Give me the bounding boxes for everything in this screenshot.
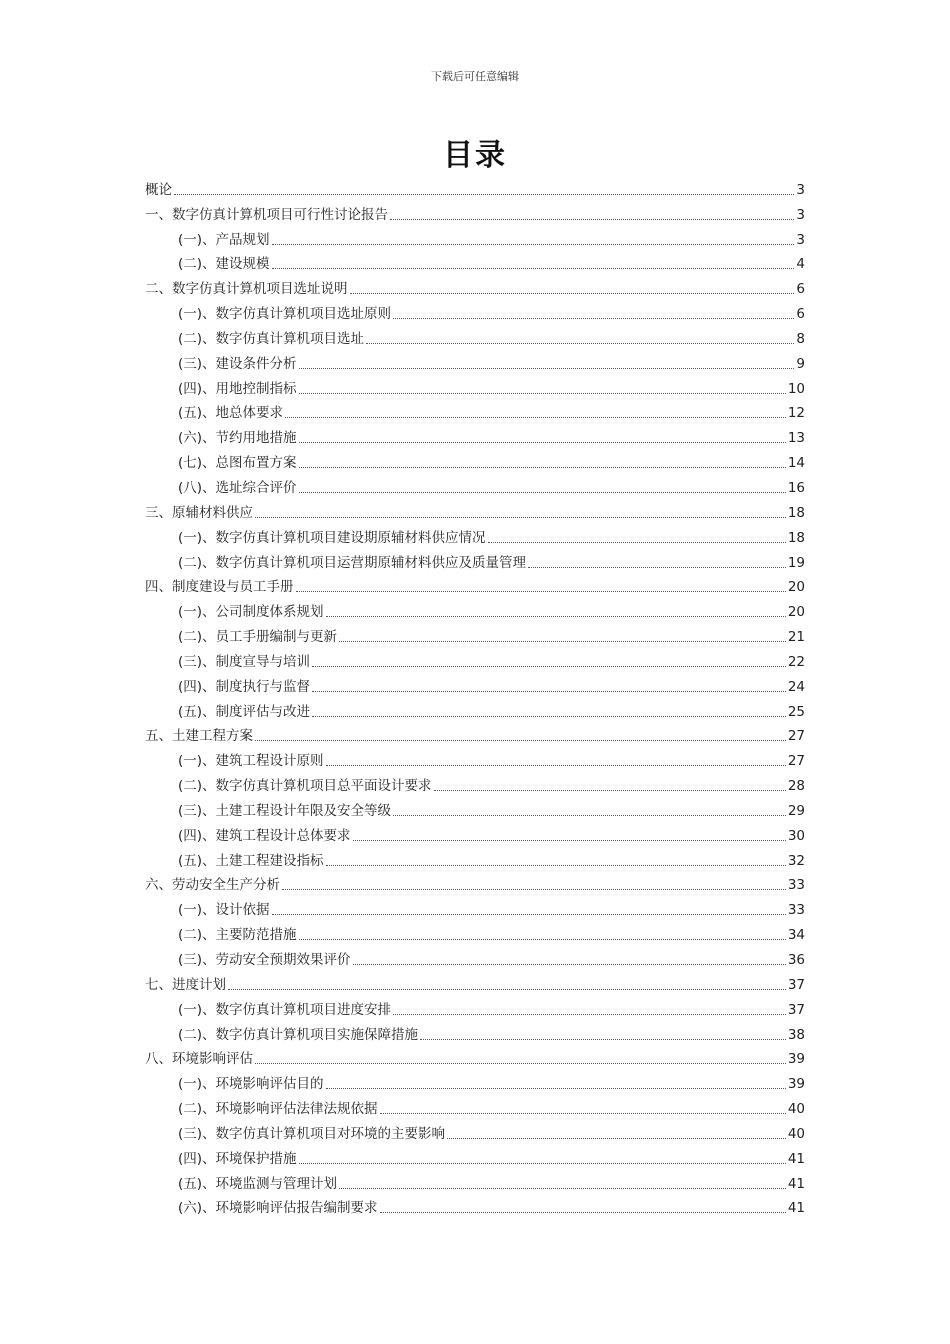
toc-dot-leader [488, 541, 786, 543]
toc-entry-text: 三、原辅材料供应 [145, 504, 253, 521]
toc-entry[interactable] [145, 969, 805, 994]
toc-dot-leader [299, 491, 786, 493]
toc-entry-text: (五)、制度评估与改进 [178, 703, 311, 720]
toc-entry-text: (五)、地总体要求 [178, 405, 284, 422]
toc-page-number: 3 [796, 206, 805, 223]
toc-dot-leader [312, 715, 786, 717]
toc-entry-text: (一)、数字仿真计算机项目建设期原辅材料供应情况 [178, 529, 486, 546]
toc-dot-leader [420, 1038, 786, 1040]
toc-dot-leader [447, 1137, 786, 1139]
toc-entry-text: (四)、用地控制指标 [178, 380, 297, 397]
toc-entry-text: 六、劳动安全生产分析 [145, 877, 280, 894]
toc-entry-text: (四)、环境保护措施 [178, 1150, 297, 1167]
toc-entry-text: (四)、制度执行与监督 [178, 678, 311, 695]
toc-entry-text: (三)、制度宣导与培训 [178, 653, 311, 670]
toc-entry-text: 八、环境影响评估 [145, 1051, 253, 1068]
toc-dot-leader [272, 913, 786, 915]
toc-page-number: 25 [787, 703, 805, 720]
toc-entry[interactable] [145, 249, 805, 274]
toc-dot-leader [353, 839, 786, 841]
toc-entry[interactable] [145, 398, 805, 423]
toc-page-number: 13 [787, 430, 805, 447]
toc-entry[interactable] [145, 646, 805, 671]
toc-dot-leader [353, 963, 786, 965]
toc-entry[interactable] [145, 994, 805, 1019]
toc-dot-leader [255, 1062, 786, 1064]
toc-dot-leader [299, 392, 786, 394]
toc-page-number: 27 [787, 753, 805, 770]
toc-dot-leader [296, 590, 786, 592]
toc-entry-text: (一)、设计依据 [178, 902, 270, 919]
toc-entry[interactable] [145, 820, 805, 845]
toc-entry[interactable] [145, 671, 805, 696]
toc-entry[interactable] [145, 323, 805, 348]
toc-dot-leader [299, 466, 786, 468]
toc-page-number: 40 [787, 1101, 805, 1118]
toc-entry[interactable] [145, 919, 805, 944]
toc-dot-leader [272, 243, 795, 245]
toc-entry[interactable] [145, 1068, 805, 1093]
toc-dot-leader [312, 665, 786, 667]
toc-page-number: 9 [796, 355, 805, 372]
toc-page-number: 6 [796, 306, 805, 323]
toc-entry-text: (六)、环境影响评估报告编制要求 [178, 1200, 378, 1217]
toc-entry[interactable] [145, 1143, 805, 1168]
toc-entry-text: (一)、数字仿真计算机项目选址原则 [178, 306, 392, 323]
toc-entry-text: (八)、选址综合评价 [178, 479, 297, 496]
toc-dot-leader [380, 1211, 786, 1213]
toc-page-number: 21 [787, 629, 805, 646]
toc-dot-leader [299, 1162, 786, 1164]
toc-entry-text: (二)、员工手册编制与更新 [178, 629, 338, 646]
toc-entry[interactable] [145, 795, 805, 820]
toc-entry[interactable] [145, 348, 805, 373]
toc-page-number: 33 [787, 877, 805, 894]
toc-entry[interactable] [145, 199, 805, 224]
toc-page-number: 40 [787, 1125, 805, 1142]
toc-page-number: 12 [787, 405, 805, 422]
toc-entry[interactable] [145, 497, 805, 522]
toc-entry-text: (二)、数字仿真计算机项目实施保障措施 [178, 1026, 419, 1043]
toc-entry[interactable] [145, 894, 805, 919]
toc-entry-text: (二)、建设规模 [178, 256, 270, 273]
toc-dot-leader [434, 789, 786, 791]
toc-entry-text: (六)、节约用地措施 [178, 430, 297, 447]
toc-page-number: 18 [787, 504, 805, 521]
toc-dot-leader [299, 441, 786, 443]
toc-page-number: 37 [787, 976, 805, 993]
toc-dot-leader [326, 615, 786, 617]
toc-entry[interactable] [145, 944, 805, 969]
toc-dot-leader [390, 218, 794, 220]
toc-entry-text: (五)、环境监测与管理计划 [178, 1175, 338, 1192]
toc-page-number: 41 [787, 1150, 805, 1167]
toc-dot-leader [393, 317, 794, 319]
toc-entry-text: 五、土建工程方案 [145, 728, 253, 745]
toc-dot-leader [174, 193, 794, 195]
toc-dot-leader [228, 988, 786, 990]
toc-entry[interactable] [145, 447, 805, 472]
toc-page-number: 37 [787, 1001, 805, 1018]
toc-page-number: 24 [787, 678, 805, 695]
toc-entry-text: 一、数字仿真计算机项目可行性讨论报告 [145, 206, 388, 223]
toc-page-number: 30 [787, 827, 805, 844]
toc-page-number: 20 [787, 604, 805, 621]
toc-dot-leader [528, 566, 786, 568]
toc-entry[interactable] [145, 1168, 805, 1193]
toc-entry-text: (三)、土建工程设计年限及安全等级 [178, 802, 392, 819]
toc-entry[interactable] [145, 621, 805, 646]
toc-dot-leader [339, 1187, 786, 1189]
toc-dot-leader [380, 1112, 786, 1114]
toc-page-number: 19 [787, 554, 805, 571]
toc-entry[interactable] [145, 1044, 805, 1069]
toc-dot-leader [326, 864, 786, 866]
toc-entry-text: (三)、劳动安全预期效果评价 [178, 952, 351, 968]
toc-entry[interactable] [145, 770, 805, 795]
toc-page-number: 34 [787, 927, 805, 944]
toc-entry[interactable] [145, 422, 805, 447]
toc-entry[interactable] [145, 1118, 805, 1143]
toc-entry[interactable] [145, 1019, 805, 1044]
toc-entry[interactable] [145, 721, 805, 746]
toc-entry[interactable] [145, 870, 805, 895]
toc-dot-leader [393, 814, 786, 816]
toc-page-number: 41 [787, 1200, 805, 1217]
toc-page-number: 16 [787, 479, 805, 496]
toc-entry-text: (一)、环境影响评估目的 [178, 1076, 324, 1093]
toc-entry[interactable] [145, 298, 805, 323]
toc-page-number: 3 [796, 181, 805, 198]
toc-entry-text: (二)、主要防范措施 [178, 927, 297, 944]
toc-page-number: 3 [796, 231, 805, 248]
toc-dot-leader [255, 516, 786, 518]
toc-dot-leader [339, 640, 786, 642]
toc-page-number: 18 [787, 529, 805, 546]
toc-page-number: 28 [787, 778, 805, 795]
toc-entry[interactable] [145, 547, 805, 572]
toc-dot-leader [255, 739, 786, 741]
toc-entry[interactable] [145, 373, 805, 398]
toc-entry-text: (二)、数字仿真计算机项目选址 [178, 330, 365, 347]
toc-entry-text: (五)、土建工程建设指标 [178, 852, 324, 869]
toc-page-number: 27 [787, 728, 805, 745]
toc-entry-text: (七)、总图布置方案 [178, 455, 297, 472]
toc-entry-text: 七、进度计划 [145, 976, 226, 993]
toc-entry-text: (一)、建筑工程设计原则 [178, 753, 324, 770]
toc-page-number: 38 [787, 1026, 805, 1043]
toc-page-number: 39 [787, 1076, 805, 1093]
toc-page-number: 41 [787, 1175, 805, 1192]
toc-dot-leader [299, 367, 795, 369]
header-note: 下载后可任意编辑 [431, 70, 519, 83]
toc-entry[interactable] [145, 273, 805, 298]
toc-entry[interactable] [145, 572, 805, 597]
toc-page-number: 32 [787, 852, 805, 869]
toc-page-number: 36 [787, 952, 805, 968]
toc-entry-text: 四、制度建设与员工手册 [145, 579, 294, 596]
toc-dot-leader [326, 764, 786, 766]
toc-entry-text: (三)、数字仿真计算机项目对环境的主要影响 [178, 1125, 446, 1142]
toc-page-number: 20 [787, 579, 805, 596]
toc-entry-text: (二)、数字仿真计算机项目运营期原辅材料供应及质量管理 [178, 554, 527, 571]
toc-entry[interactable] [145, 472, 805, 497]
toc-page-number: 4 [796, 256, 805, 273]
toc-entry-text: (一)、公司制度体系规划 [178, 604, 324, 621]
toc-entry-text: (四)、建筑工程设计总体要求 [178, 827, 351, 844]
toc-dot-leader [326, 1087, 786, 1089]
toc-entry[interactable] [145, 1093, 805, 1118]
toc-dot-leader [299, 938, 786, 940]
toc-entry[interactable] [145, 596, 805, 621]
toc-entry-text: (二)、环境影响评估法律法规依据 [178, 1101, 378, 1118]
toc-dot-leader [366, 342, 794, 344]
toc-page-number: 10 [787, 380, 805, 397]
toc-entry-text: (一)、数字仿真计算机项目进度安排 [178, 1001, 392, 1018]
toc-entry-text: (三)、建设条件分析 [178, 355, 297, 372]
toc-dot-leader [285, 416, 786, 418]
toc-entry-text: 二、数字仿真计算机项目选址说明 [145, 281, 348, 298]
toc-entry-text: (一)、产品规划 [178, 231, 270, 248]
toc-entry[interactable] [145, 845, 805, 870]
toc-entry[interactable] [145, 174, 805, 199]
table-of-contents [145, 174, 805, 1217]
toc-dot-leader [312, 690, 786, 692]
toc-entry[interactable] [145, 224, 805, 249]
toc-entry-text: 概论 [145, 181, 172, 198]
toc-dot-leader [272, 267, 795, 269]
toc-page-number: 33 [787, 902, 805, 919]
page-title: 目录 [443, 138, 507, 173]
toc-page-number: 14 [787, 455, 805, 472]
toc-page-number: 39 [787, 1051, 805, 1068]
toc-entry[interactable] [145, 696, 805, 721]
toc-dot-leader [393, 1013, 786, 1015]
toc-page-number: 6 [796, 281, 805, 298]
toc-page-number: 8 [796, 330, 805, 347]
toc-entry-text: (二)、数字仿真计算机项目总平面设计要求 [178, 778, 432, 795]
toc-dot-leader [350, 292, 795, 294]
toc-page-number: 22 [787, 653, 805, 670]
toc-dot-leader [282, 888, 786, 890]
toc-entry[interactable] [145, 1193, 805, 1218]
toc-entry[interactable] [145, 745, 805, 770]
toc-entry[interactable] [145, 522, 805, 547]
toc-page-number: 29 [787, 802, 805, 819]
